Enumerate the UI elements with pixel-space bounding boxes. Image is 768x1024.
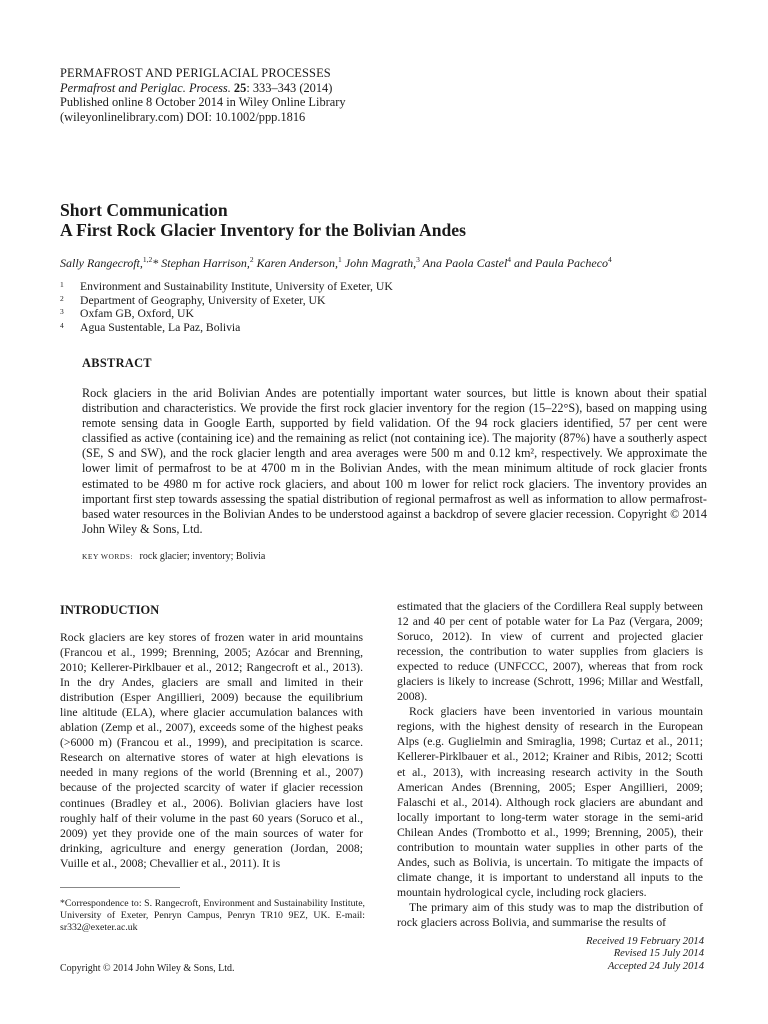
- article-main-title: A First Rock Glacier Inventory for the Bolivian Andes: [60, 220, 466, 240]
- paragraph: The primary aim of this study was to map the distribution of rock glaciers across Bolivia, and summarise the results of: [397, 900, 703, 929]
- journal-citation: Permafrost and Periglac. Process. 25: 333–343 (2014): [60, 80, 333, 95]
- journal-header: [60, 66, 346, 124]
- article-title: [60, 200, 466, 240]
- article-type: Short Communication: [60, 200, 228, 220]
- author-list: [60, 255, 612, 271]
- affiliations: [60, 280, 393, 334]
- author: Stephan Harrison,$^2$: [158, 255, 254, 270]
- footnote-divider: [60, 887, 180, 888]
- received-date: Received 19 February 2014: [586, 936, 704, 947]
- author: Ana Paola Castel$^4$: [419, 255, 512, 270]
- introduction-heading: INTRODUCTION: [60, 603, 160, 617]
- paragraph: estimated that the glaciers of the Cordillera Real supply between 12 and 40 per cent of potable water for La Paz (Vergara, 2009; Soruco, 2012). In view of current and projected glacier recession, the contribution to water supplies from glaciers is expected to reduce (UNFCCC, 2007), whereas that from rock glaciers is likely to increase (Schrott, 1996; Millar and Westfall, 2008).: [397, 600, 703, 704]
- doi: (wileyonlinelibrary.com) DOI: 10.1002/ppp.1816: [60, 109, 306, 124]
- journal-name: PERMAFROST AND PERIGLACIAL PROCESSES: [60, 66, 331, 80]
- author: Sally Rangecroft,$^{1,2}$*: [60, 255, 159, 270]
- footer-copyright: Copyright © 2014 John Wiley & Sons, Ltd.: [60, 963, 235, 974]
- article-dates: [586, 936, 704, 973]
- keywords-text: rock glacier; inventory; Bolivia: [139, 551, 266, 562]
- affiliation: 4 Agua Sustentable, La Paz, Bolivia: [60, 320, 241, 334]
- revised-date: Revised 15 July 2014: [613, 948, 704, 960]
- abstract-text: Rock glaciers in the arid Bolivian Andes are potentially important water sources, but little is known about their spatial distribution and characteristics. We provide the first rock glacier inventory for the region (15–22°S), based on mapping using remote sensing data in Google Earth, supported by field validation. Of the 94 rock glaciers identified, 57 per cent were classified as active (containing ice) and the remaining as relict (not containing ice). The majority (87%) have a southerly aspect (SE, S and SW), and the rock glacier length and area averages were 500 m and 0.12 km², respectively. We approximate the lower limit of permafrost to be at 4700 m in the Bolivian Andes, with the mean minimum altitude of rock glacier fronts estimated to be 4980 m for active rock glaciers, and about 100 m lower for relict rock glaciers. The inventory provides an important first step towards assessing the spatial distribution of regional permafrost as well as information to allow permafrost-based water resources in the Bolivian Andes to be understood against a backdrop of severe glacier recession. Copyright © 2014 John Wiley & Sons, Ltd.: [82, 386, 707, 536]
- accepted-date: Accepted 24 July 2014: [607, 960, 704, 972]
- introduction-right-column: [397, 599, 703, 930]
- affiliation: 2 Department of Geography, University of Exeter, UK: [60, 293, 326, 307]
- correspondence-footnote: *Correspondence to: S. Rangecroft, Environment and Sustainability Institute, University of Exeter, Penryn Campus, Penryn TR10 9EZ, UK. E-mail: sr332@exeter.ac.uk: [60, 898, 365, 934]
- publication-info: Published online 8 October 2014 in Wiley Online Library: [60, 95, 346, 110]
- author: Karen Anderson,$^1$: [253, 255, 342, 270]
- keywords-label: KEY WORDS:: [82, 552, 134, 561]
- keywords: [82, 551, 265, 562]
- affiliation: 1 Environment and Sustainability Institute, University of Exeter, UK: [60, 280, 393, 293]
- affiliation: 3 Oxfam GB, Oxford, UK: [60, 307, 194, 321]
- introduction-left-paragraph: Rock glaciers are key stores of frozen water in arid mountains (Francou et al., 1999; Brenning, 2005; Azócar and Brenning, 2010; Kellerer-Pirklbauer et al., 2012; Rangecroft et al., 2013). In the dry Andes, glaciers are small and limited in their distribution (Esper Angillieri, 2009) because the equilibrium line altitude (ELA), where glacier accumulation balances with ablation (Zemp et al., 2007), exceeds some of the highest peaks (>6000 m) (Francou et al., 1999), and precipitation is scarce. Research on alternative stores of water at high elevations is needed in many regions of the world (Brenning et al., 2007) because of the projected scarcity of water if glacier recession continues (Bradley et al., 2006). Bolivian glaciers have lost roughly half of their volume in the past 60 years (Soruco et al., 2009) yet they provide one of the main sources of water for drinking, agriculture and energy generation (Jordan, 2008; Vuille et al., 2008; Chevallier et al., 2011). It is: [60, 631, 363, 870]
- author: and Paula Pacheco$^4$: [511, 255, 612, 270]
- abstract-heading: ABSTRACT: [82, 356, 152, 370]
- paragraph: Rock glaciers have been inventoried in various mountain regions, with the highest density of research in the European Alps (e.g. Guglielmin and Smiraglia, 1998; Curtaz et al., 2011; Kellerer-Pirklbauer et al., 2012; Krainer and Ribis, 2012; Scotti et al., 2013), with increasing research activity in the South American Andes (Brenning, 2005; Esper Angillieri, 2009; Falaschi et al., 2014). Although rock glaciers are abundant and locally important to long-term water storage in the semi-arid Chilean Andes (Trombotto et al., 1999; Brenning, 2005), their contribution to mountain water supplies in other parts of the Andes, such as Bolivia, is uncertain. To mitigate the impacts of climate change, it is important to understand all inputs to the mountain hydrological cycle, including rock glaciers.: [397, 705, 703, 899]
- author: John Magrath,$^3$: [341, 255, 420, 270]
